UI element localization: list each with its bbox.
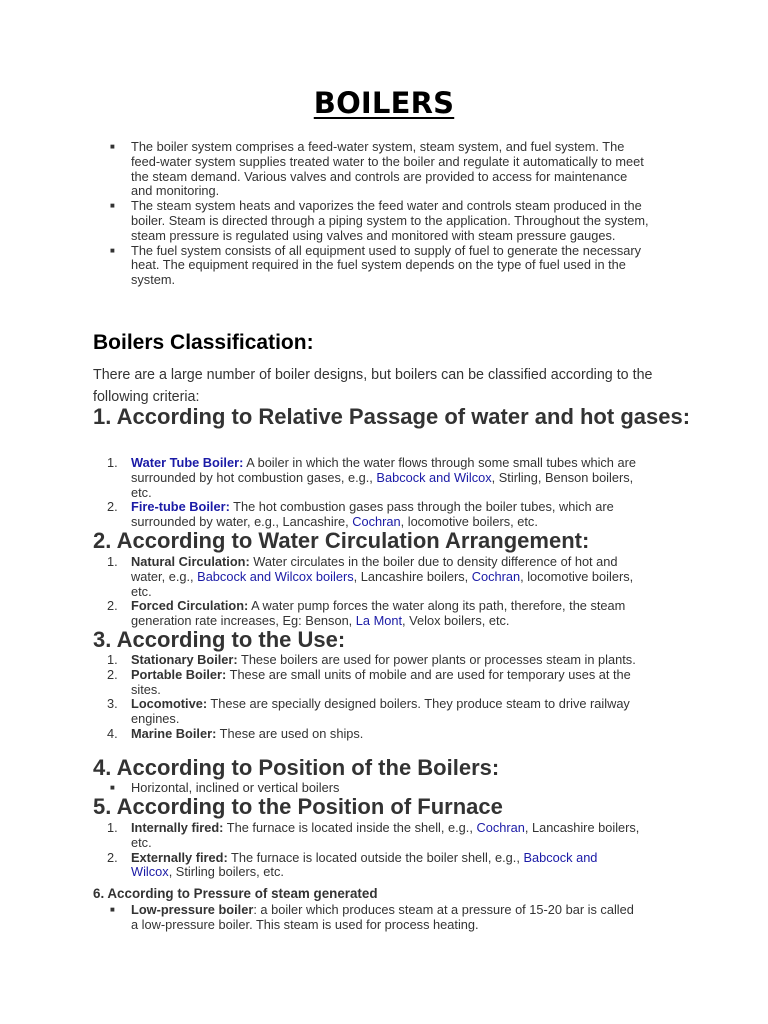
square-bullet-icon: ■ bbox=[110, 905, 115, 914]
list-item bbox=[0, 727, 641, 742]
item-label: Locomotive: bbox=[131, 696, 208, 712]
item-label: Low-pressure boiler bbox=[131, 902, 254, 917]
list-item bbox=[0, 653, 641, 668]
item-number: 1. bbox=[107, 820, 118, 835]
classification-intro: There are a large number of boiler designs, but boilers can be classified according to the following criteria: bbox=[93, 367, 653, 405]
item-number: 2. bbox=[107, 499, 118, 515]
list-item bbox=[0, 140, 651, 199]
list-item bbox=[0, 500, 641, 530]
section-4-heading: 4. According to Position of the Boilers: bbox=[93, 755, 500, 780]
item-number: 2. bbox=[107, 666, 118, 682]
link[interactable]: La Mont bbox=[355, 613, 403, 629]
item-text: , Stirling boilers, etc. bbox=[168, 864, 284, 880]
item-text: The furnace is located outside the boiler shell, e.g., bbox=[227, 849, 524, 865]
list-item bbox=[0, 903, 641, 933]
item-label: Marine Boiler: bbox=[131, 725, 217, 741]
list-item bbox=[0, 199, 651, 243]
item-text: , Lancashire boilers, etc. bbox=[131, 820, 640, 850]
item-label: Natural Circulation: bbox=[131, 554, 250, 569]
bullet-text: The steam system heats and vaporizes the feed water and controls steam produced in the boiler. Steam is directed through a piping system to the application. Throughout the system, steam pressure is regulated using valves and monitored with steam pressure gauges. bbox=[131, 198, 649, 243]
link[interactable]: Cochran bbox=[352, 514, 401, 530]
square-bullet-icon: ■ bbox=[110, 245, 115, 255]
link[interactable]: Babcock and Wilcox bbox=[131, 849, 598, 880]
item-text: The furnace is located inside the shell, e.g., bbox=[223, 820, 477, 835]
list-item bbox=[0, 555, 641, 599]
section-3-heading: 3. According to the Use: bbox=[93, 627, 346, 652]
section-3-list bbox=[0, 653, 768, 742]
section-2-list bbox=[0, 555, 768, 629]
list-item bbox=[0, 697, 641, 727]
item-text: These are used on ships. bbox=[216, 725, 364, 741]
item-text: , Stirling, Benson boilers, etc. bbox=[131, 469, 634, 500]
list-item bbox=[0, 456, 641, 500]
list-item bbox=[0, 244, 651, 288]
section-1-heading: 1. According to Relative Passage of water and hot gases: bbox=[93, 404, 691, 429]
intro-bullet-list bbox=[0, 140, 768, 288]
bullet-text: The fuel system consists of all equipment used to supply of fuel to generate the necessary heat. The equipment required in the fuel system depends on the type of fuel used in the system. bbox=[131, 242, 642, 288]
item-label: Portable Boiler: bbox=[131, 666, 227, 682]
link[interactable]: Babcock and Wilcox bbox=[376, 469, 492, 485]
link[interactable]: Cochran bbox=[471, 568, 521, 584]
item-text: Water circulates in the boiler due to density difference of hot and water, e.g., bbox=[131, 554, 618, 584]
item-text: A boiler in which the water flows through some small tubes which are surrounded by hot combustion gases, e.g., bbox=[131, 455, 636, 485]
item-number: 4. bbox=[107, 725, 118, 741]
item-text: These boilers are used for power plants or processes steam in plants. bbox=[237, 652, 636, 667]
section-1-list bbox=[0, 456, 768, 530]
document-title: BOILERS bbox=[313, 86, 455, 120]
bullet-text: The boiler system comprises a feed-water system, steam system, and fuel system. The feed-water system supplies treated water to the boiler and regulate it automatically to meet the steam demand. Various valves and controls are provided to access for maintenance and monitoring. bbox=[131, 139, 644, 199]
classification-heading: Boilers Classification: bbox=[93, 331, 314, 354]
section-2-heading: 2. According to Water Circulation Arrangement: bbox=[93, 528, 590, 553]
item-text: The hot combustion gases pass through the boiler tubes, which are surrounded by water, e.g., Lancashire, bbox=[131, 499, 614, 530]
section-5-list bbox=[0, 821, 768, 880]
section-5-heading: 5. According to the Position of Furnace bbox=[93, 794, 503, 819]
item-number: 2. bbox=[107, 849, 118, 865]
square-bullet-icon: ■ bbox=[110, 783, 115, 792]
item-text: , Velox boilers, etc. bbox=[402, 613, 510, 629]
section-6-list bbox=[0, 903, 768, 933]
item-text: , Lancashire boilers, bbox=[353, 568, 472, 584]
item-text: Horizontal, inclined or vertical boilers bbox=[131, 780, 340, 795]
item-text: These are specially designed boilers. They produce steam to drive railway engines. bbox=[131, 696, 630, 727]
item-number: 2. bbox=[107, 598, 118, 614]
list-item bbox=[0, 599, 641, 629]
item-text: : a boiler which produces steam at a pressure of 15-20 bar is called a low-pressure boiler. This steam is used for process heating. bbox=[131, 902, 634, 932]
item-number: 1. bbox=[107, 554, 118, 569]
item-text: , locomotive boilers, etc. bbox=[400, 514, 538, 530]
list-item bbox=[0, 668, 641, 698]
item-label: Forced Circulation: bbox=[131, 598, 249, 614]
link[interactable]: Babcock and Wilcox boilers bbox=[197, 568, 354, 584]
square-bullet-icon: ■ bbox=[110, 142, 115, 151]
item-number: 3. bbox=[107, 696, 118, 712]
item-label: Stationary Boiler: bbox=[131, 652, 238, 667]
item-number: 1. bbox=[107, 455, 118, 470]
item-text: These are small units of mobile and are used for temporary uses at the sites. bbox=[131, 666, 631, 697]
item-label: Internally fired: bbox=[131, 820, 224, 835]
item-label: Externally fired: bbox=[131, 849, 228, 865]
list-item bbox=[0, 851, 641, 881]
item-label-link[interactable]: Fire-tube Boiler: bbox=[131, 499, 230, 515]
link[interactable]: Cochran bbox=[476, 820, 525, 835]
item-number: 1. bbox=[107, 652, 118, 667]
list-item bbox=[0, 821, 641, 851]
item-label-link[interactable]: Water Tube Boiler: bbox=[131, 455, 244, 470]
item-text: A water pump forces the water along its path, therefore, the steam generation rate increases, Eg: Benson, bbox=[131, 598, 626, 629]
item-text: , locomotive boilers, etc. bbox=[131, 568, 634, 599]
square-bullet-icon: ■ bbox=[110, 201, 115, 211]
section-6-heading: 6. According to Pressure of steam generated bbox=[93, 886, 378, 901]
